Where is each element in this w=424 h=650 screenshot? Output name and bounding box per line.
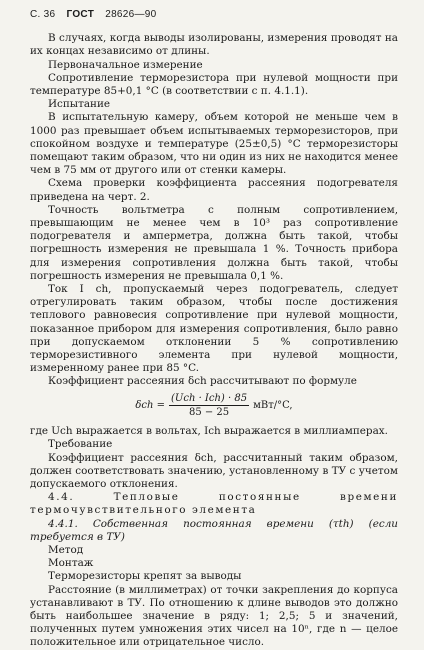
section-heading-4-4-1: 4.4.1. Собственная постоянная времени (τth) (если требуется в ТУ) [30, 517, 398, 543]
paragraph-current: Ток I ch, пропускаемый через подогреватель, следует отрегулировать таким образом, чтобы после достижения теплового равновесия сопротивление при нулевой мощности, показанное прибором для измерения сопротивления, было равно при допускаемом отклонении 5 % сопротивлению терморезистивного элемента при нулевой мощности, измеренному ранее при 85 °C. [30, 283, 398, 375]
standard-number: 28626—90 [105, 9, 157, 20]
paragraph-initial-measurement: Сопротивление терморезистора при нулевой мощности при температуре 85+0,1 °C (в соответствии с п. 4.1.1). [30, 71, 398, 98]
formula-numerator: (Uch · Ich) · 85 [169, 392, 249, 406]
page-header [30, 8, 398, 21]
formula-fraction [169, 392, 249, 419]
standard-label: ГОСТ [66, 9, 95, 20]
paragraph-accuracy: Точность вольтметра с полным сопротивлением, превышающим не менее чем в 10³ раз сопротивление подогревателя и амперметра, должна быть такой, чтобы погрешность измерения не превышала 1 %. Точность прибора для измерения сопротивления должна быть такой, чтобы погрешность измерения не превышала 0,1 %. [30, 203, 398, 282]
formula-denominator: 85 − 25 [188, 406, 230, 418]
paragraph-leads: В случаях, когда выводы изолированы, измерения проводят на их концах независимо от длины. [30, 32, 398, 58]
section-heading-4-4: 4.4. Тепловые постоянные времени термочувствительного элемента [30, 491, 398, 517]
heading-initial-measurement: Первоначальное измерение [48, 58, 203, 71]
heading-test: Испытание [48, 98, 111, 111]
heading-requirement: Требование [48, 438, 113, 451]
paragraph-coefficient-intro: Коэффициент рассеяния δch рассчитывают по формуле [48, 375, 357, 388]
paragraph-test-chamber: В испытательную камеру, объем которой не меньше чем в 1000 раз превышает объем испытываемых терморезисторов, при спокойном воздухе и температуре (25±0,5) °C терморезисторы помещают таким образом, что ни один из них не находится менее чем в 75 мм от другого или от стенки камеры. [30, 111, 398, 177]
formula-lhs: δch = [135, 399, 166, 411]
formula-unit: мВт/°C, [253, 399, 293, 411]
page-number: С. 36 [30, 9, 56, 20]
paragraph-distance: Расстояние (в миллиметрах) от точки закрепления до корпуса устанавливают в ТУ. По отношению к длине выводов это должно быть наибольшее значение в ряду: 1; 2,5; 5 и значений, полученных путем умножения этих чисел на 10ⁿ, где n — целое положительное или отрицательное число. [30, 583, 398, 649]
paragraph-mounting: Терморезисторы крепят за выводы [48, 570, 242, 583]
paragraph-units: где Uch выражается в вольтах, Ich выражается в миллиамперах. [30, 425, 388, 438]
dissipation-formula [30, 392, 398, 419]
paragraph-scheme: Схема проверки коэффициента рассеяния подогревателя приведена на черт. 2. [30, 177, 398, 203]
heading-mounting: Монтаж [48, 557, 94, 570]
heading-method: Метод [48, 543, 84, 556]
paragraph-requirement: Коэффициент рассеяния δch, рассчитанный таким образом, должен соответствовать значению, установленному в ТУ с учетом допускаемого отклонения. [30, 451, 398, 490]
